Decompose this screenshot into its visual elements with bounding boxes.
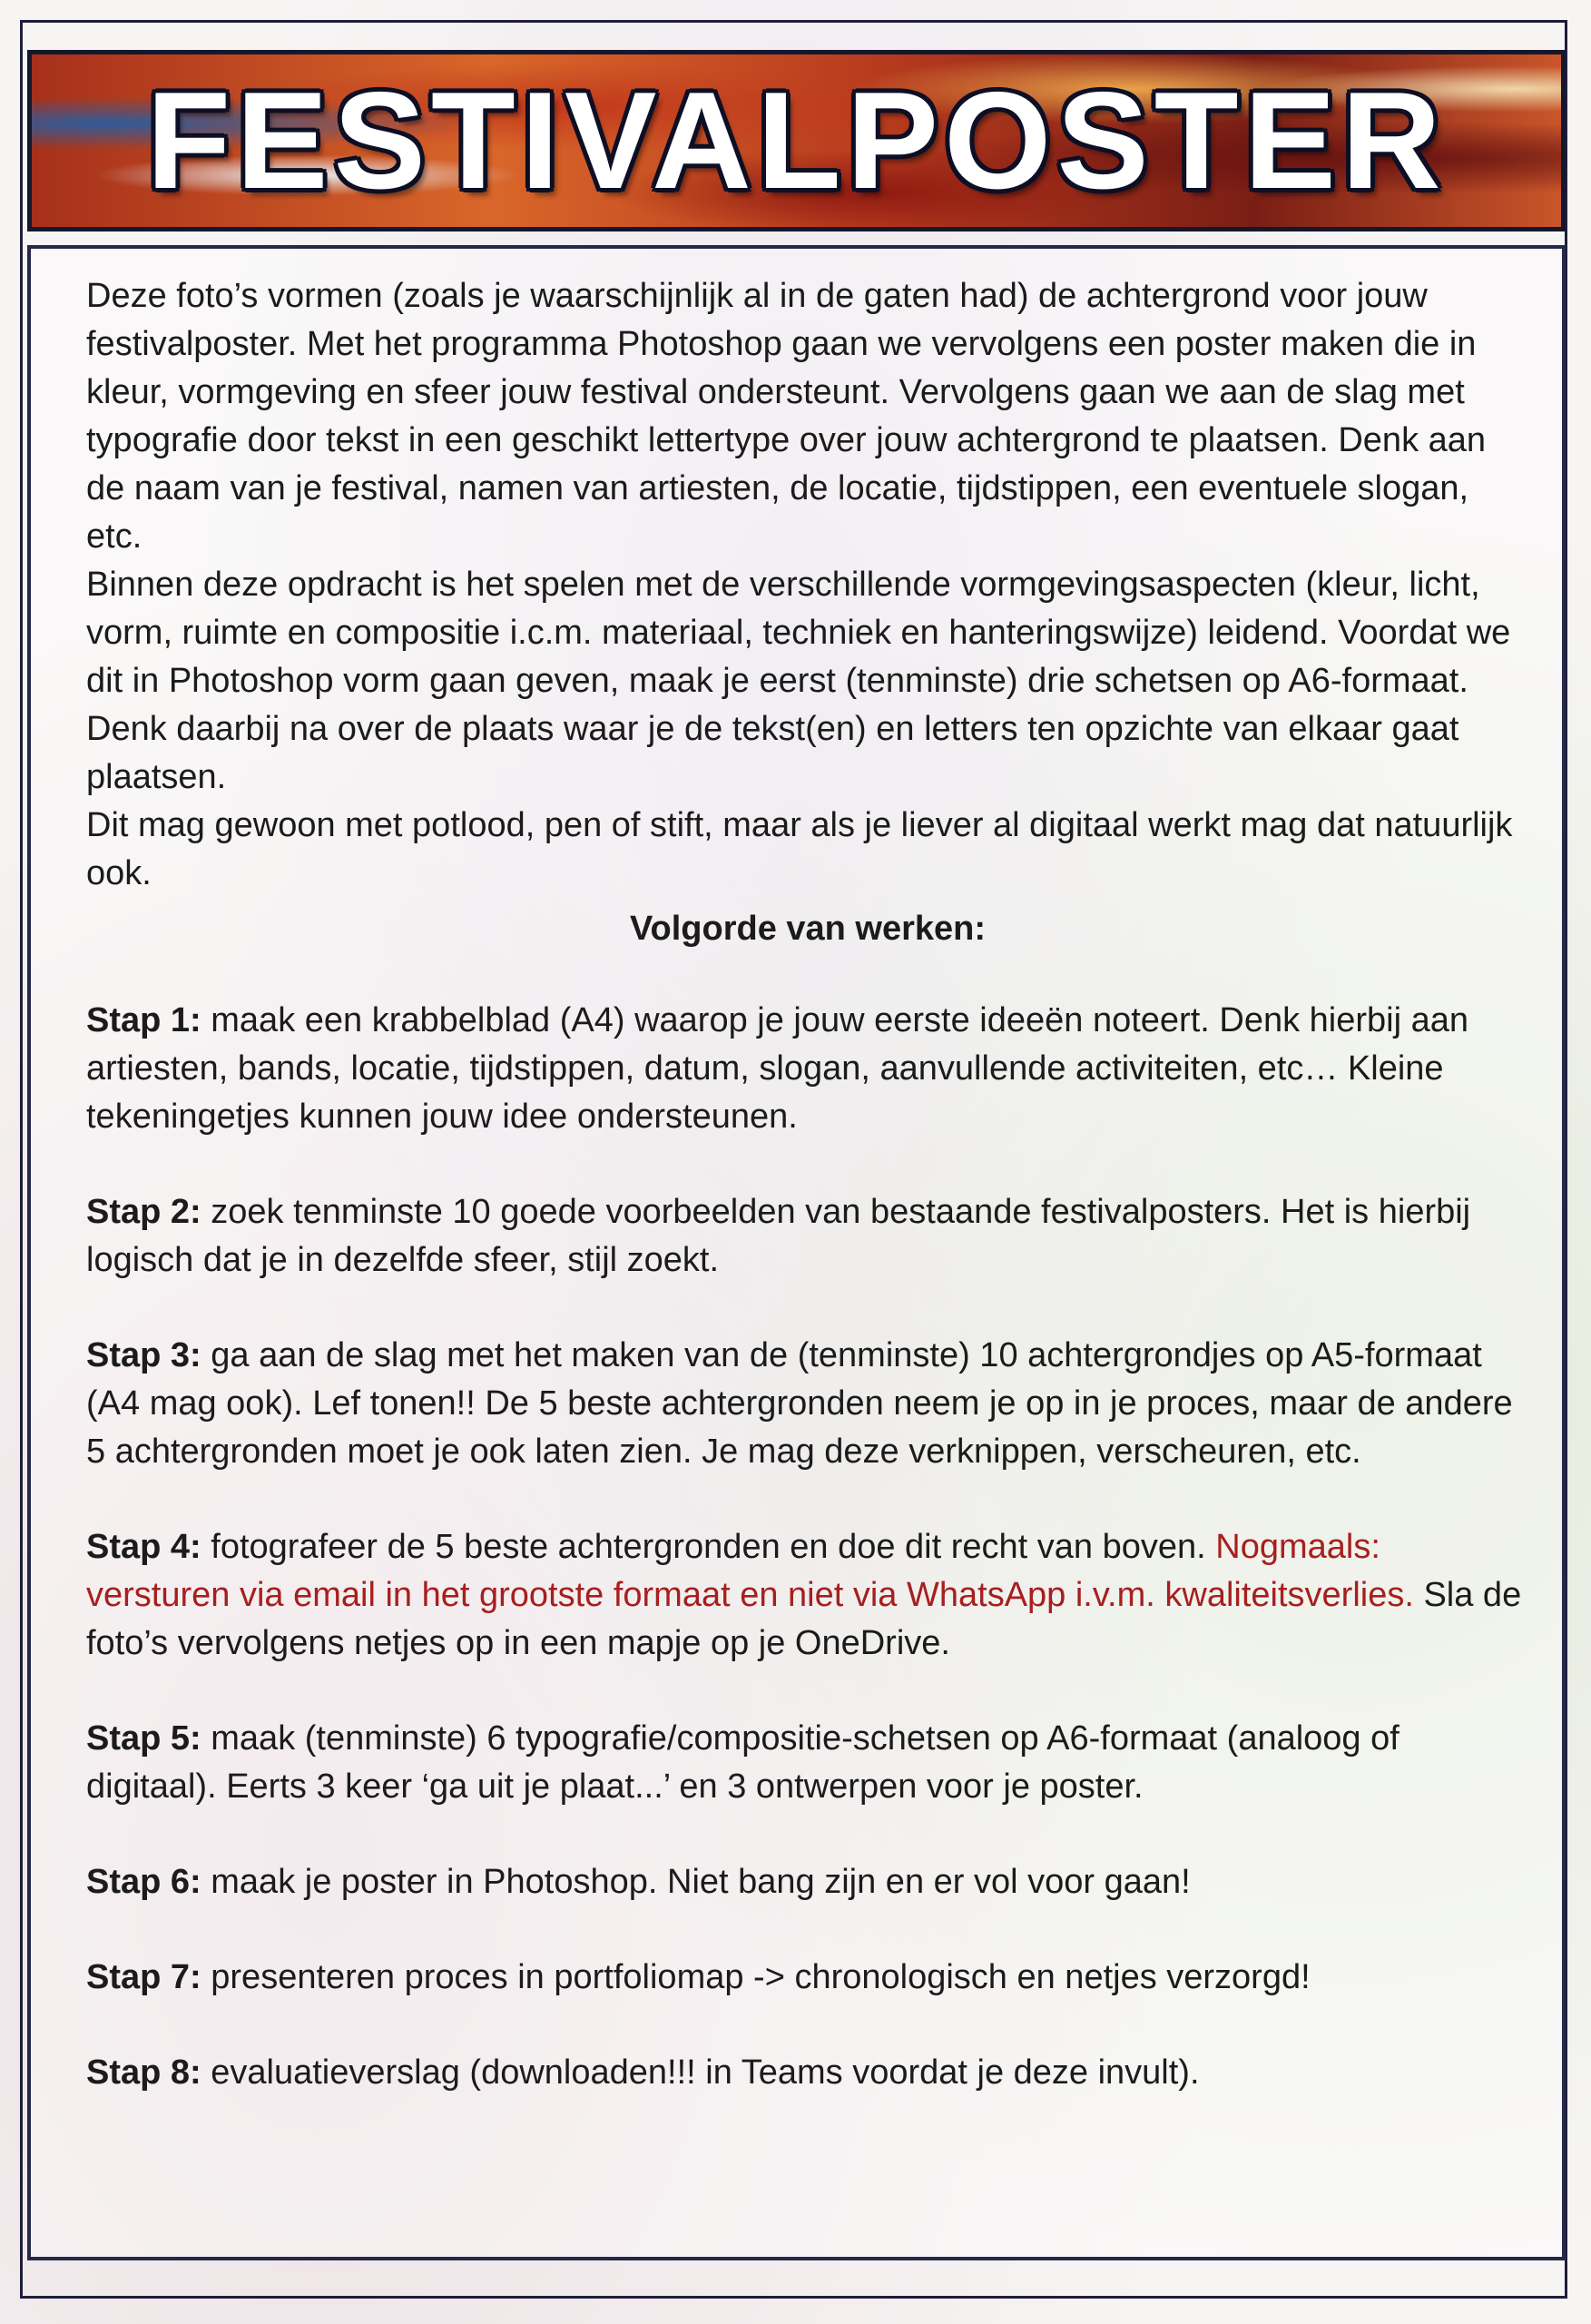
step-label: Stap 5: [86,1719,201,1758]
step-label: Stap 2: [86,1193,201,1231]
step-8 [86,2049,1529,2097]
step-text: zoek tenminste 10 goede voorbeelden van bestaande festivalposters. Het is hierbij logisch dat je in dezelfde sfeer, stijl zoekt. [86,1193,1471,1279]
document-body [86,272,1529,2144]
intro-paragraph: Dit mag gewoon met potlood, pen of stift, maar als je liever al digitaal werkt mag dat natuurlijk ook. [86,806,1513,892]
step-label: Stap 6: [86,1863,201,1901]
step-4 [86,1523,1529,1668]
title-banner [27,50,1566,231]
step-1 [86,997,1529,1141]
step-label: Stap 8: [86,2053,201,2092]
intro-paragraph: Binnen deze opdracht is het spelen met de verschillende vormgevingsaspecten (kleur, licht, vorm, ruimte en compositie i.c.m. materiaal, techniek en hanteringswijze) leidend. Voordat we dit in Photoshop vorm gaan geven, maak je eerst (tenminste) drie schetsen op A6-formaat. Denk daarbij na over de plaats waar je de tekst(en) en letters ten opzichte van elkaar gaat plaatsen. [86,566,1511,796]
step-text-after: Sla de foto’s vervolgens netjes op in een mapje op je OneDrive. [86,1576,1522,1662]
step-text: ga aan de slag met het maken van de (tenminste) 10 achtergrondjes op A5-formaat (A4 mag ook). Lef tonen!! De 5 beste achtergronden neem je op in je proces, maar de andere 5 achtergronden moet je ook laten zien. Je mag deze verknippen, verscheuren, etc. [86,1336,1513,1471]
step-text: maak (tenminste) 6 typografie/compositie-schetsen op A6-formaat (analoog of digitaal). Eerts 3 keer ‘ga uit je plaat...’ en 3 ontwerpen voor je poster. [86,1719,1399,1806]
step-text: maak je poster in Photoshop. Niet bang zijn en er vol voor gaan! [211,1863,1191,1901]
intro-paragraph: Deze foto’s vormen (zoals je waarschijnlijk al in de gaten had) de achtergrond voor jouw festivalposter. Met het programma Photoshop gaan we vervolgens een poster maken die in kleur, vormgeving en sfeer jouw festival ondersteunt. Vervolgens gaan we aan de slag met typografie door tekst in een geschikt lettertype over jouw achtergrond te plaatsen. Denk aan de naam van je festival, namen van artiesten, de locatie, tijdstippen, een eventuele slogan, etc. [86,277,1487,556]
step-3 [86,1332,1529,1476]
step-text: maak een krabbelblad (A4) waarop je jouw eerste ideeën noteert. Denk hierbij aan artiesten, bands, locatie, tijdstippen, datum, slogan, aanvullende activiteiten, etc… Kleine tekeningetjes kunnen jouw idee ondersteunen. [86,1001,1468,1136]
section-title: Volgorde van werken: [629,910,987,948]
intro-text [86,272,1529,898]
step-7 [86,1954,1529,2002]
alert-text: Nogmaals: versturen via email in het grootste formaat en niet via WhatsApp i.v.m. kwaliteitsverlies. [86,1528,1414,1614]
step-text: presenteren proces in portfoliomap -> chronologisch en netjes verzorgd! [211,1958,1311,1996]
step-6 [86,1858,1529,1906]
step-5 [86,1715,1529,1811]
step-label: Stap 1: [86,1001,201,1039]
step-text: evaluatieverslag (downloaden!!! in Teams voordat je deze invult). [211,2053,1200,2092]
step-text: fotografeer de 5 beste achtergronden en doe dit recht van boven. [211,1528,1206,1566]
page-title: FESTIVALPOSTER [146,64,1447,218]
step-label: Stap 3: [86,1336,201,1374]
step-label: Stap 7: [86,1958,201,1996]
step-2 [86,1188,1529,1285]
step-label: Stap 4: [86,1528,201,1566]
